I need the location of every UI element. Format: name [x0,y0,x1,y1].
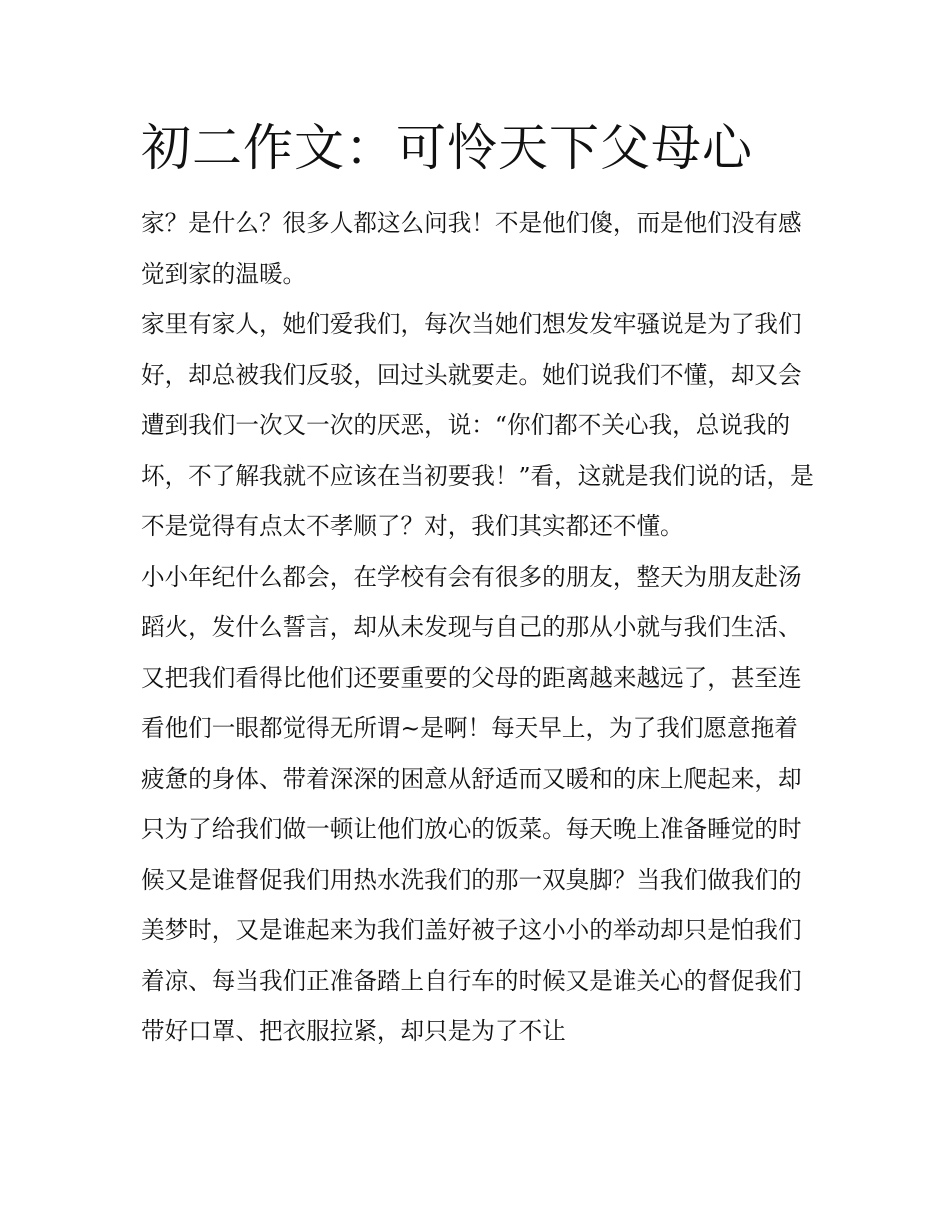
paragraph-3: 小小年纪什么都会，在学校有会有很多的朋友，整天为朋友赴汤蹈火，发什么誓言，却从未发现与自己的那从小就与我们生活、又把我们看得比他们还要重要的父母的距离越来越远了，甚至连看他们一眼都觉得无所谓~是啊！每天早上，为了我们愿意拖着疲惫的身体、带着深深的困意从舒适而又暖和的床上爬起来，却只为了给我们做一顿让他们放心的饭菜。每天晚上准备睡觉的时候又是谁督促我们用热水洗我们的那一双臭脚？当我们做我们的美梦时，又是谁起来为我们盖好被子这小小的举动却只是怕我们着凉、每当我们正准备踏上自行车的时候又是谁关心的督促我们带好口罩、把衣服拉紧，却只是为了不让 [141,562,802,1045]
paragraph-2: 家里有家人，她们爱我们，每次当她们想发发牢骚说是为了我们好，却总被我们反驳，回过头就要走。她们说我们不懂，却又会遭到我们一次又一次的厌恶，说：“你们都不关心我，总说我的坏，不了解我就不应该在当初要我！”看，这就是我们说的话，是不是觉得有点太不孝顺了？对，我们其实都还不懂。 [141,310,814,540]
paragraph-1: 家？是什么？很多人都这么问我！不是他们傻，而是他们没有感觉到家的温暖。 [141,209,802,288]
document-content [141,112,821,1057]
document-title: 初二作文：可怜天下父母心 [141,119,753,177]
